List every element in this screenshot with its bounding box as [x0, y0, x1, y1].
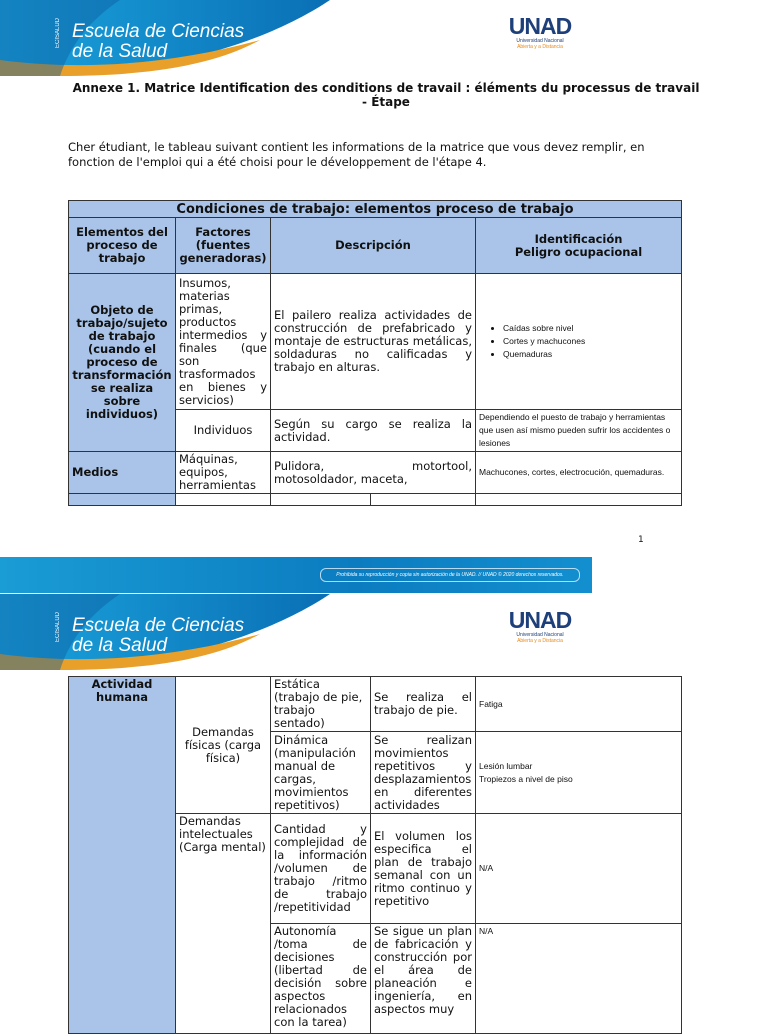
page-number: 1: [638, 535, 644, 545]
factor-maquinas: Máquinas, equipos, herramientas: [176, 452, 271, 494]
document-title: Annexe 1. Matrice Identification des conditions de travail : éléments du processus de travail - Étape: [72, 81, 700, 109]
header-descripcion: Descripción: [271, 218, 476, 274]
list-item: • Caídas sobre nivel: [503, 322, 678, 335]
school-name-line2: de la Salud: [72, 635, 168, 656]
header-identificacion: Identificación Peligro ocupacional: [476, 218, 682, 274]
table-caption: Condiciones de trabajo: elementos proceso de trabajo: [69, 201, 682, 218]
factor-demandas-intelectuales: Demandas intelectuales (Carga mental): [176, 814, 271, 1034]
header-banner-page2: [0, 594, 592, 670]
school-name-line1: Escuela de Ciencias: [72, 615, 245, 636]
logo-subtitle-2: Abierta y a Distancia: [517, 638, 563, 644]
logo-subtitle-2: Abierta y a Distancia: [517, 44, 563, 50]
matrix-table-2: [68, 676, 682, 1034]
row-medios: Medios: [69, 452, 176, 494]
unad-logo: [508, 14, 572, 50]
intro-paragraph: Cher étudiant, le tableau suivant contient les informations de la matrice que vous devez remplir, en fonction de l'emploi qui a été choisi pour le développement de l'étape 4.: [68, 140, 645, 169]
subfactor-autonomia: Autonomía /toma de decisiones (libertad de decisión sobre aspectos relacionados con la tarea): [271, 924, 371, 1034]
logo-subtitle-1: Universidad Nacional: [516, 632, 564, 638]
unad-logo: [508, 608, 572, 644]
logo-subtitle-1: Universidad Nacional: [516, 38, 564, 44]
factor-demandas-fisicas: Demandas físicas (carga física): [176, 677, 271, 814]
desc-movimientos: Se realizan movimientos repetitivos y desplazamientos en diferentes actividades: [371, 732, 476, 814]
subfactor-estatica: Estática (trabajo de pie, trabajo sentado): [271, 677, 371, 732]
desc-pulidora: Pulidora, motortool, motosoldador, maceta,: [271, 452, 476, 494]
empty-cell: [176, 494, 271, 506]
desc-trabajo-pie: Se realiza el trabajo de pie.: [371, 677, 476, 732]
school-name-line1: Escuela de Ciencias: [72, 21, 245, 42]
desc-volumen: El volumen los especifica el plan de trabajo semanal con un ritmo continuo y repetitivo: [371, 814, 476, 924]
vertical-label: ECISALUD: [55, 612, 61, 643]
page-footer: [0, 557, 592, 593]
logo-wordmark: UNAD: [508, 13, 572, 39]
ident-machucones: Machucones, cortes, electrocución, quemaduras.: [476, 452, 682, 494]
ident-puesto-trabajo: Dependiendo el puesto de trabajo y herramientas que usen así mismo pueden sufrir los accidentes o lesiones: [476, 410, 682, 452]
matrix-table-1: [68, 200, 682, 506]
vertical-label: ECISALUD: [55, 18, 61, 49]
empty-cell: [371, 494, 476, 506]
ident-na-2: N/A: [476, 924, 682, 1034]
desc-plan-fabricacion: Se sigue un plan de fabricación y construcción por el área de planeación e ingeniería, en aspectos muy: [371, 924, 476, 1034]
school-name-line2: de la Salud: [72, 41, 168, 62]
empty-cell: [271, 494, 371, 506]
empty-cell: [476, 494, 682, 506]
header-elementos: Elementos del proceso de trabajo: [69, 218, 176, 274]
footer-copyright: Prohibida su reproducción y copia sin autorización de la UNAD. // UNAD © 2020 derechos reservados.: [320, 568, 580, 582]
factor-individuos: Individuos: [176, 410, 271, 452]
list-item: • Quemaduras: [503, 348, 678, 361]
row-objeto-trabajo: Objeto de trabajo/sujeto de trabajo (cuando el proceso de transformación se realiza sobre individuos): [69, 274, 176, 452]
row-actividad-humana: Actividad humana: [69, 677, 176, 1034]
ident-lesion: Lesión lumbar Tropiezos a nivel de piso: [476, 732, 682, 814]
header-factores: Factores (fuentes generadoras): [176, 218, 271, 274]
ident-bullets: [476, 274, 682, 410]
list-item: • Cortes y machucones: [503, 335, 678, 348]
logo-wordmark: UNAD: [508, 607, 572, 633]
desc-segun-cargo: Según su cargo se realiza la actividad.: [271, 410, 476, 452]
ident-fatiga: Fatiga: [476, 677, 682, 732]
header-banner: [0, 0, 592, 76]
empty-cell: [69, 494, 176, 506]
hazard-list: [479, 322, 678, 361]
desc-pailero: El pailero realiza actividades de construcción de prefabricado y montaje de estructuras metálicas, soldaduras no calificadas y trabajo en alturas.: [271, 274, 476, 410]
factor-insumos: Insumos, materias primas, productos intermedios y finales (que son trasformados en bienes y servicios): [176, 274, 271, 410]
subfactor-dinamica: Dinámica (manipulación manual de cargas, movimientos repetitivos): [271, 732, 371, 814]
subfactor-cantidad: Cantidad y complejidad de la información /volumen de trabajo /ritmo de trabajo /repetitividad: [271, 814, 371, 924]
ident-na-1: N/A: [476, 814, 682, 924]
